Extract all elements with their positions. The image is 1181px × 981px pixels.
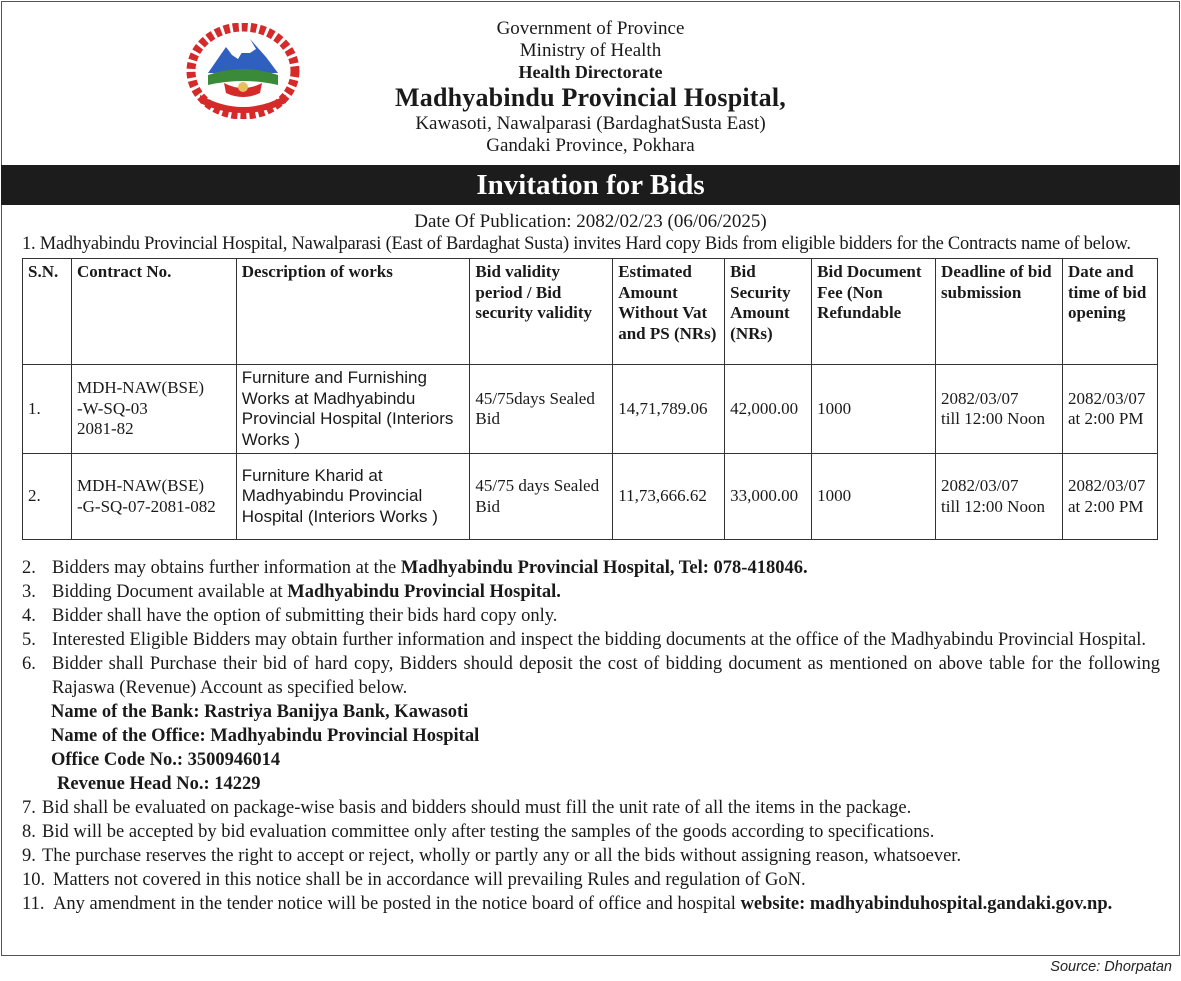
note-text: Interested Eligible Bidders may obtain further information and inspect the bidding documents at the office of the Madhyabindu Provincial Hospital. (52, 630, 1146, 650)
list-item (22, 628, 1160, 652)
note-text: Any amendment in the tender notice will be posted in the notice board of office and hospital (53, 894, 741, 914)
col-header-estimated: Estimated Amount Without Vat and PS (NRs) (613, 259, 725, 365)
list-number: 6. (22, 654, 36, 674)
letterhead (0, 18, 1181, 157)
list-item (22, 580, 1160, 604)
note-text: Bid shall be evaluated on package-wise basis and bidders should must fill the unit rate of all the items in the package. (42, 798, 912, 818)
source-credit: Source: Dhorpatan (1050, 959, 1172, 975)
list-number: 3. (22, 582, 36, 602)
cell-deadline (936, 454, 1063, 540)
opening-date: 2082/03/07 (1067, 476, 1146, 495)
office-name: Name of the Office: Madhyabindu Provincial Hospital (51, 726, 480, 746)
deadline-date: 2082/03/07 (941, 388, 1019, 408)
col-header-sn: S.N. (23, 259, 72, 365)
cell-fee: 1000 (812, 454, 936, 540)
cell-description: Furniture Kharid at Madhyabindu Provincial Hospital (Interiors Works ) (236, 454, 470, 540)
deadline-time: till 12:00 Noon (941, 409, 1045, 428)
cell-sn: 2. (23, 454, 72, 540)
cell-validity: 45/75days Sealed Bid (470, 365, 613, 454)
opening-date: 2082/03/07 (1067, 388, 1146, 408)
contract-line: -W-SQ-03 (76, 398, 148, 418)
contract-line: MDH-NAW(BSE) (76, 476, 205, 495)
directorate-line: Health Directorate (518, 62, 663, 82)
table-row (23, 365, 1158, 454)
note-text: Matters not covered in this notice shall be in accordance will prevailing Rules and regulation of GoN. (53, 870, 806, 890)
col-header-contract: Contract No. (71, 259, 236, 365)
hospital-name: Madhyabindu Provincial Hospital, (395, 83, 786, 112)
list-item (22, 868, 1160, 892)
list-number: 8. (22, 822, 36, 842)
conditions-list (22, 556, 1160, 916)
col-header-security: Bid Security Amount (NRs) (725, 259, 812, 365)
intro-paragraph: 1. Madhyabindu Provincial Hospital, Nawalparasi (East of Bardaghat Susta) invites Hard copy Bids from eligible bidders for the Contracts name of below. (22, 234, 1131, 254)
government-line: Government of Province (496, 18, 685, 39)
address-line-1: Kawasoti, Nawalparasi (BardaghatSusta East) (415, 113, 766, 134)
deadline-date: 2082/03/07 (941, 476, 1019, 495)
cell-estimated: 11,73,666.62 (613, 454, 725, 540)
list-item (22, 892, 1160, 916)
col-header-deadline: Deadline of bid submission (936, 259, 1063, 365)
cell-estimated: 14,71,789.06 (613, 365, 725, 454)
cell-security: 33,000.00 (725, 454, 812, 540)
col-header-fee: Bid Document Fee (Non Refundable (812, 259, 936, 365)
contract-line: 2081-82 (76, 419, 134, 439)
list-item (22, 604, 1160, 628)
cell-deadline (936, 365, 1063, 454)
note-text: Bidder shall Purchase their bid of hard copy, Bidders should deposit the cost of bidding document as mentioned on above table for the following Rajaswa (Revenue) Account as specified below. (52, 654, 1160, 698)
list-item (22, 652, 1160, 700)
contract-line: -G-SQ-07-2081-082 (76, 496, 216, 516)
note-text: Bidders may obtains further information at the (52, 558, 401, 578)
note-bold: Madhyabindu Provincial Hospital. (287, 582, 561, 602)
table-header-row (23, 259, 1158, 365)
deadline-time: till 12:00 Noon (941, 496, 1045, 516)
note-bold: website: madhyabinduhospital.gandaki.gov.np. (740, 894, 1113, 914)
cell-fee: 1000 (812, 365, 936, 454)
note-text: Bid will be accepted by bid evaluation committee only after testing the samples of the goods according to specifications. (42, 822, 935, 842)
cell-validity: 45/75 days Sealed Bid (470, 454, 613, 540)
note-text: Bidder shall have the option of submitting their bids hard copy only. (52, 606, 558, 626)
cell-description: Furniture and Furnishing Works at Madhyabindu Provincial Hospital (Interiors Works ) (236, 365, 470, 454)
opening-time: at 2:00 PM (1067, 409, 1144, 428)
cell-opening (1062, 365, 1157, 454)
col-header-validity: Bid validity period / Bid security validity (470, 259, 613, 365)
note-text: Bidding Document available at (52, 582, 288, 602)
table-row (23, 454, 1158, 540)
col-header-description: Description of works (236, 259, 470, 365)
note-bold: Madhyabindu Provincial Hospital, Tel: 078-418046. (400, 558, 808, 578)
opening-time: at 2:00 PM (1067, 496, 1144, 516)
list-number: 4. (22, 606, 36, 626)
address-line-2: Gandaki Province, Pokhara (486, 135, 695, 156)
list-number: 9. (22, 846, 36, 866)
cell-security: 42,000.00 (725, 365, 812, 454)
office-code: Office Code No.: 3500946014 (51, 750, 281, 770)
list-number: 2. (22, 558, 36, 578)
list-item (22, 556, 1160, 580)
list-number: 7. (22, 798, 36, 818)
note-text: The purchase reserves the right to accept or reject, wholly or partly any or all the bids without assigning reason, whatsoever. (42, 846, 962, 866)
cell-opening (1062, 454, 1157, 540)
list-item (22, 844, 1160, 868)
list-number: 5. (22, 630, 36, 650)
list-number: 11. (22, 894, 45, 914)
contract-line: MDH-NAW(BSE) (76, 378, 205, 398)
col-header-opening: Date and time of bid opening (1062, 259, 1157, 365)
publication-date: Date Of Publication: 2082/02/23 (06/06/2025) (414, 211, 767, 232)
bids-table (22, 258, 1158, 540)
list-number: 10. (22, 870, 46, 890)
list-item (22, 796, 1160, 820)
bank-name: Name of the Bank: Rastriya Banijya Bank, Kawasoti (51, 702, 469, 722)
cell-sn: 1. (23, 365, 72, 454)
list-item (22, 820, 1160, 844)
ministry-line: Ministry of Health (519, 40, 662, 61)
revenue-head: Revenue Head No.: 14229 (57, 774, 261, 794)
page-title: Invitation for Bids (1, 165, 1180, 205)
cell-contract (71, 365, 236, 454)
cell-contract (71, 454, 236, 540)
